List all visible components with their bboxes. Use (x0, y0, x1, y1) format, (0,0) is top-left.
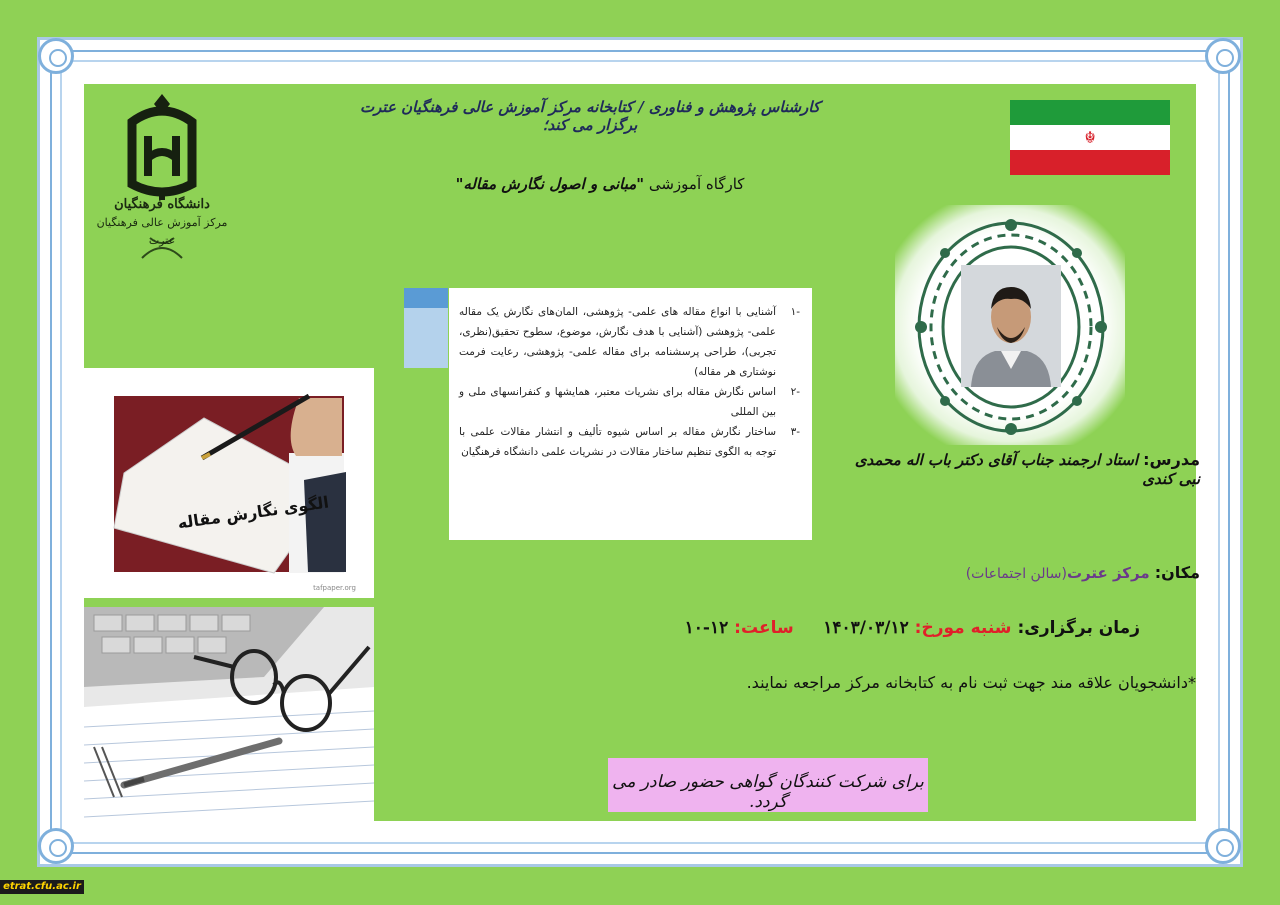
schedule-time-value: ۱۲-۱۰ (684, 618, 729, 638)
place-value: مرکز عترت (1066, 564, 1150, 582)
logo-center-name: مرکز آموزش عالی فرهنگیان عترت (96, 216, 228, 247)
schedule-date: ۱۴۰۳/۰۳/۱۲ (823, 618, 909, 638)
topic-number: -۲ (790, 386, 800, 398)
corner-ornament-icon (38, 38, 74, 74)
logo-university-name: دانشگاه فرهنگیان (114, 197, 210, 212)
topic-number: -۱ (790, 306, 800, 318)
organizer-headline: کارشناس پژوهش و فناوری / کتابخانه مرکز آموزش عالی فرهنگیان عترت برگزار می کند؛ (360, 98, 820, 134)
registration-notice: *دانشجویان علاقه مند جهت ثبت نام به کتابخانه مرکز مراجعه نمایند. (746, 673, 1196, 692)
certificate-note: برای شرکت کنندگان گواهی حضور صادر می گردد. (608, 758, 928, 812)
topics-box (449, 288, 812, 540)
topic-number: -۳ (790, 426, 800, 438)
teacher-label: مدرس: (1143, 450, 1200, 469)
place-detail: (سالن اجتماعات) (965, 566, 1067, 582)
teacher-photo-frame (895, 205, 1125, 445)
teacher-name: استاد ارجمند جناب آقای دکتر باب اله محمدی نبی کندی (854, 451, 1200, 488)
workshop-name: "مبانی و اصول نگارش مقاله" (455, 175, 645, 193)
place-label: مکان: (1154, 563, 1200, 582)
image1-watermark: tafpaper.org (313, 584, 356, 592)
topic-item (459, 382, 800, 422)
topic-text: آشنایی با انواع مقاله های علمی- پژوهشی، المان‌های نگارش یک مقاله علمی- پژوهشی (آشنایی با هدف نگارش، موضوع، سطوح تحقیق(نظری، تجربی)، طراحی پرسشنامه برای مقاله علمی- پژوهشی، رعایت فرمت نوشتاری هر مقاله) (459, 306, 776, 378)
teacher-portrait (961, 265, 1061, 387)
flag-emblem-icon: ☬ (1084, 128, 1096, 147)
schedule-time-label: ساعت: (734, 618, 794, 638)
topic-text: اساس نگارش مقاله برای نشریات معتبر، همایشها و کنفرانسهای ملی و بین المللی (459, 386, 776, 418)
corner-ornament-icon (1205, 38, 1241, 74)
workshop-title (440, 175, 760, 193)
schedule-label: زمان برگزاری: (1017, 618, 1140, 638)
logo-caption (92, 196, 232, 250)
topics-highlight-overlay (404, 308, 448, 368)
glasses-pen-image (84, 607, 374, 821)
corner-ornament-icon (38, 828, 74, 864)
corner-ornament-icon (1205, 828, 1241, 864)
topic-item (459, 422, 800, 462)
topic-text: ساختار نگارش مقاله بر اساس شیوه تألیف و انتشار مقالات علمی با توجه به الگوی تنظیم ساختار مقالات در نشریات علمی دانشگاه فرهنگیان (459, 426, 776, 458)
iran-flag-icon (1010, 100, 1170, 175)
event-place (840, 563, 1200, 582)
website-link[interactable]: etrat.cfu.ac.ir (0, 880, 84, 894)
event-schedule (640, 618, 1140, 638)
image1-caption: الگوی نگارش مقاله (176, 492, 331, 533)
schedule-day: شنبه مورخ: (914, 618, 1012, 638)
article-writing-image (84, 368, 374, 598)
teacher-info (840, 450, 1200, 488)
topic-item (459, 302, 800, 382)
workshop-prefix: کارگاه آموزشی (648, 175, 745, 193)
